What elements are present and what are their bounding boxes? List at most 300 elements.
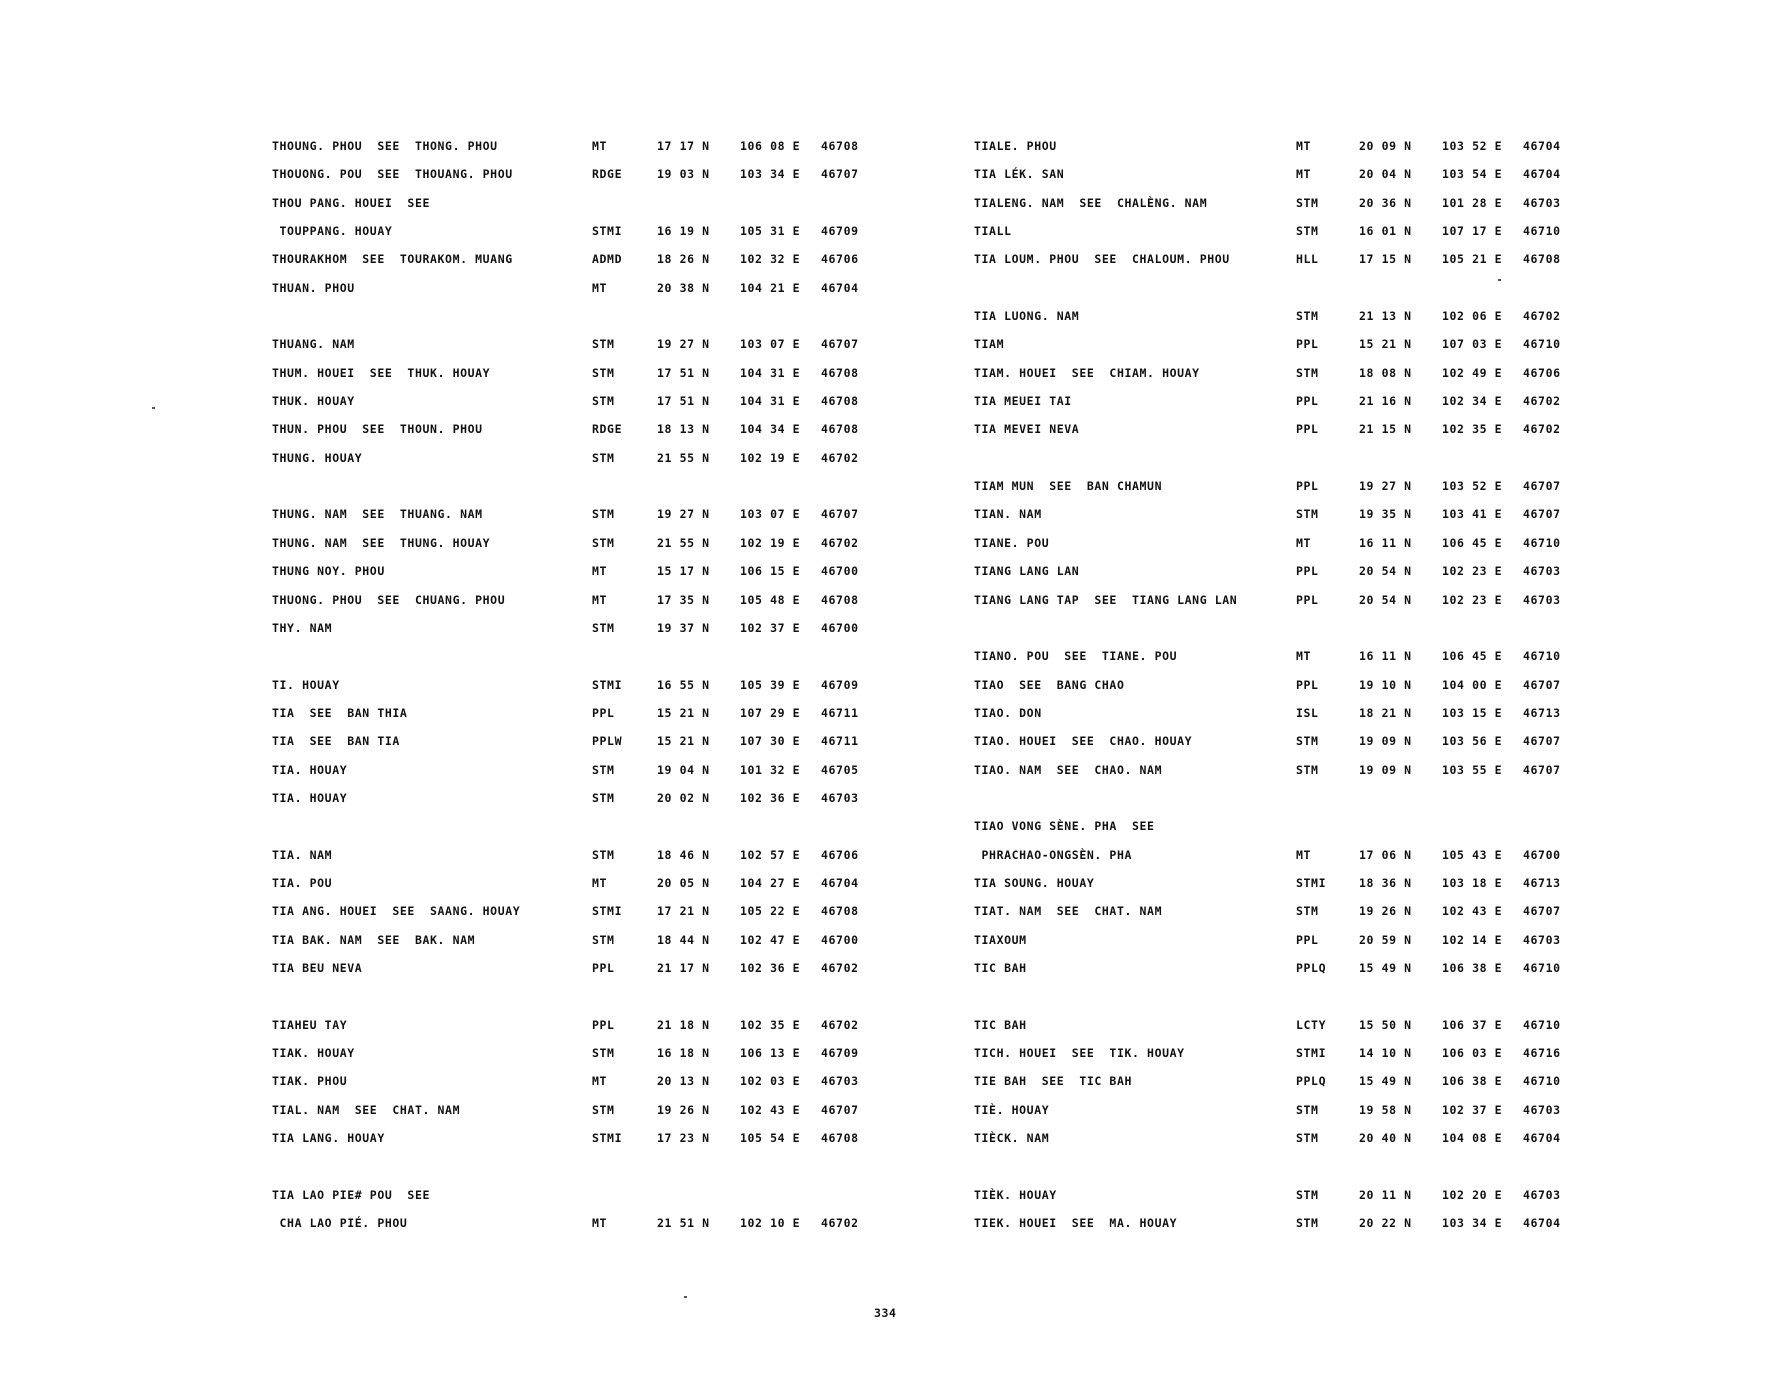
feature-code: PPL xyxy=(1296,394,1319,409)
latitude: 19 26 N xyxy=(657,1102,710,1117)
map-sheet: 46710 xyxy=(1523,1074,1561,1089)
feature-code: MT xyxy=(592,1074,608,1089)
latitude: 17 35 N xyxy=(657,592,710,607)
feature-code: STMI xyxy=(1296,875,1327,890)
map-sheet: 46700 xyxy=(821,564,859,579)
page-number: 334 xyxy=(874,1306,897,1320)
latitude: 15 49 N xyxy=(1359,960,1412,975)
map-sheet: 46710 xyxy=(1523,1017,1561,1032)
latitude: 16 11 N xyxy=(1359,649,1412,664)
feature-code: STM xyxy=(592,1102,615,1117)
feature-code: STM xyxy=(1296,309,1319,324)
place-name: TIA BEU NEVA xyxy=(272,960,363,975)
place-name: THOUNG. PHOU SEE THONG. PHOU xyxy=(272,139,498,153)
place-name: TIA. NAM xyxy=(272,847,333,862)
place-name: TIAO. HOUEI SEE CHAO. HOUAY xyxy=(974,734,1193,749)
longitude: 107 17 E xyxy=(1442,224,1503,239)
feature-code: STM xyxy=(592,450,615,465)
latitude: 21 16 N xyxy=(1359,394,1412,409)
longitude: 102 23 E xyxy=(1442,564,1503,579)
longitude: 105 39 E xyxy=(740,677,801,692)
longitude: 102 03 E xyxy=(740,1074,801,1089)
feature-code: STM xyxy=(592,507,615,522)
place-name: THY. NAM xyxy=(272,620,333,635)
place-name: TIA MEUEI TAI xyxy=(974,394,1072,409)
longitude: 104 31 E xyxy=(740,365,801,380)
latitude: 19 27 N xyxy=(657,507,710,522)
map-sheet: 46704 xyxy=(1523,167,1561,182)
map-sheet: 46707 xyxy=(821,1102,859,1117)
longitude: 104 08 E xyxy=(1442,1131,1503,1146)
longitude: 103 56 E xyxy=(1442,734,1503,749)
place-name: THUNG. HOUAY xyxy=(272,450,363,465)
latitude: 15 21 N xyxy=(657,734,710,749)
place-name: TIA LÉK. SAN xyxy=(974,167,1065,182)
map-sheet: 46703 xyxy=(1523,592,1561,607)
place-name: TIANE. POU xyxy=(974,535,1050,550)
feature-code: STM xyxy=(592,932,615,947)
longitude: 102 57 E xyxy=(740,847,801,862)
feature-code: PPL xyxy=(1296,479,1319,494)
latitude: 20 54 N xyxy=(1359,564,1412,579)
longitude: 102 47 E xyxy=(740,932,801,947)
longitude: 102 34 E xyxy=(1442,394,1503,409)
longitude: 106 37 E xyxy=(1442,1017,1503,1032)
place-name: TIANO. POU SEE TIANE. POU xyxy=(974,649,1178,664)
latitude: 19 27 N xyxy=(1359,479,1412,494)
feature-code: MT xyxy=(592,1216,608,1231)
feature-code: STMI xyxy=(1296,1046,1327,1060)
scan-speck xyxy=(1498,279,1501,281)
longitude: 105 54 E xyxy=(740,1131,801,1146)
latitude: 18 36 N xyxy=(1359,875,1412,890)
longitude: 103 52 E xyxy=(1442,479,1503,494)
feature-code: MT xyxy=(592,564,608,579)
latitude: 17 17 N xyxy=(657,139,710,153)
place-name: TIAL. NAM SEE CHAT. NAM xyxy=(272,1102,461,1117)
place-name: TIA SEE BAN TIA xyxy=(272,734,400,749)
feature-code: PPL xyxy=(1296,677,1319,692)
longitude: 102 37 E xyxy=(740,620,801,635)
map-sheet: 46709 xyxy=(821,224,859,239)
place-name: TIA ANG. HOUEI SEE SAANG. HOUAY xyxy=(272,904,521,919)
place-name: TIANG LANG TAP SEE TIANG LANG LAN xyxy=(974,592,1238,607)
map-sheet: 46706 xyxy=(821,252,859,267)
latitude: 18 21 N xyxy=(1359,705,1412,720)
latitude: 16 11 N xyxy=(1359,535,1412,550)
place-name: TIAK. HOUAY xyxy=(272,1046,355,1060)
map-sheet: 46708 xyxy=(821,365,859,380)
latitude: 19 03 N xyxy=(657,167,710,182)
feature-code: STM xyxy=(1296,762,1319,777)
map-sheet: 46707 xyxy=(1523,762,1561,777)
map-sheet: 46704 xyxy=(821,875,859,890)
latitude: 15 21 N xyxy=(1359,337,1412,352)
map-sheet: 46710 xyxy=(1523,224,1561,239)
place-name: THOUONG. POU SEE THOUANG. PHOU xyxy=(272,167,513,182)
feature-code: STM xyxy=(592,847,615,862)
longitude: 102 36 E xyxy=(740,960,801,975)
place-name: PHRACHAO-ONGSÈN. PHA xyxy=(974,847,1132,862)
place-name: TIAM MUN SEE BAN CHAMUN xyxy=(974,479,1163,494)
feature-code: PPL xyxy=(1296,337,1319,352)
map-sheet: 46703 xyxy=(821,790,859,805)
latitude: 17 23 N xyxy=(657,1131,710,1146)
longitude: 102 37 E xyxy=(1442,1102,1503,1117)
map-sheet: 46706 xyxy=(821,847,859,862)
place-name: TIAT. NAM SEE CHAT. NAM xyxy=(974,904,1163,919)
place-name: TIAK. PHOU xyxy=(272,1074,348,1089)
place-name: THUANG. NAM xyxy=(272,337,355,352)
longitude: 103 15 E xyxy=(1442,705,1503,720)
place-name: TIALE. PHOU xyxy=(974,139,1057,153)
latitude: 20 09 N xyxy=(1359,139,1412,153)
longitude: 106 45 E xyxy=(1442,535,1503,550)
latitude: 20 59 N xyxy=(1359,932,1412,947)
map-sheet: 46708 xyxy=(821,1131,859,1146)
map-sheet: 46702 xyxy=(1523,309,1561,324)
place-name: THUN. PHOU SEE THOUN. PHOU xyxy=(272,422,483,437)
longitude: 101 32 E xyxy=(740,762,801,777)
place-name: THUNG. NAM SEE THUANG. NAM xyxy=(272,507,483,522)
latitude: 18 46 N xyxy=(657,847,710,862)
place-name: TIAO. DON xyxy=(974,705,1042,720)
feature-code: STM xyxy=(592,337,615,352)
longitude: 105 31 E xyxy=(740,224,801,239)
map-sheet: 46709 xyxy=(821,1046,859,1060)
latitude: 18 13 N xyxy=(657,422,710,437)
map-sheet: 46713 xyxy=(1523,875,1561,890)
map-sheet: 46711 xyxy=(821,705,859,720)
latitude: 17 51 N xyxy=(657,394,710,409)
place-name: TIA. HOUAY xyxy=(272,790,348,805)
place-name: TIA BAK. NAM SEE BAK. NAM xyxy=(272,932,476,947)
latitude: 19 09 N xyxy=(1359,734,1412,749)
longitude: 106 38 E xyxy=(1442,1074,1503,1089)
feature-code: STM xyxy=(1296,507,1319,522)
feature-code: MT xyxy=(1296,535,1312,550)
feature-code: STM xyxy=(1296,224,1319,239)
place-name: TIC BAH xyxy=(974,1017,1027,1032)
feature-code: ISL xyxy=(1296,705,1319,720)
place-name: THUONG. PHOU SEE CHUANG. PHOU xyxy=(272,592,506,607)
place-name: TIALL xyxy=(974,224,1012,239)
map-sheet: 46707 xyxy=(1523,904,1561,919)
map-sheet: 46703 xyxy=(821,1074,859,1089)
map-sheet: 46707 xyxy=(1523,479,1561,494)
map-sheet: 46700 xyxy=(821,932,859,947)
feature-code: MT xyxy=(592,280,608,295)
place-name: TIE BAH SEE TIC BAH xyxy=(974,1074,1132,1089)
place-name: THUM. HOUEI SEE THUK. HOUAY xyxy=(272,365,491,380)
longitude: 102 23 E xyxy=(1442,592,1503,607)
latitude: 20 05 N xyxy=(657,875,710,890)
map-sheet: 46704 xyxy=(821,280,859,295)
map-sheet: 46708 xyxy=(821,592,859,607)
feature-code: STM xyxy=(1296,195,1319,210)
latitude: 18 08 N xyxy=(1359,365,1412,380)
map-sheet: 46707 xyxy=(1523,507,1561,522)
feature-code: STM xyxy=(592,535,615,550)
map-sheet: 46711 xyxy=(821,734,859,749)
map-sheet: 46710 xyxy=(1523,337,1561,352)
longitude: 104 27 E xyxy=(740,875,801,890)
latitude: 16 18 N xyxy=(657,1046,710,1060)
latitude: 19 10 N xyxy=(1359,677,1412,692)
latitude: 18 26 N xyxy=(657,252,710,267)
longitude: 102 20 E xyxy=(1442,1187,1503,1202)
longitude: 103 41 E xyxy=(1442,507,1503,522)
place-name: TI. HOUAY xyxy=(272,677,340,692)
place-name: TIEK. HOUEI SEE MA. HOUAY xyxy=(974,1216,1178,1231)
map-sheet: 46703 xyxy=(1523,195,1561,210)
longitude: 102 43 E xyxy=(740,1102,801,1117)
longitude: 104 00 E xyxy=(1442,677,1503,692)
longitude: 107 29 E xyxy=(740,705,801,720)
feature-code: STMI xyxy=(592,224,623,239)
longitude: 106 13 E xyxy=(740,1046,801,1060)
feature-code: STM xyxy=(1296,1216,1319,1231)
map-sheet: 46710 xyxy=(1523,649,1561,664)
longitude: 105 48 E xyxy=(740,592,801,607)
map-sheet: 46708 xyxy=(821,394,859,409)
map-sheet: 46707 xyxy=(821,507,859,522)
feature-code: MT xyxy=(592,139,608,153)
place-name: THOURAKHOM SEE TOURAKOM. MUANG xyxy=(272,252,513,267)
latitude: 21 51 N xyxy=(657,1216,710,1231)
place-name: TIA LAO PIE# POU SEE xyxy=(272,1187,430,1202)
latitude: 21 55 N xyxy=(657,450,710,465)
map-sheet: 46713 xyxy=(1523,705,1561,720)
map-sheet: 46704 xyxy=(1523,139,1561,153)
latitude: 20 02 N xyxy=(657,790,710,805)
latitude: 20 38 N xyxy=(657,280,710,295)
place-name: TIAO SEE BANG CHAO xyxy=(974,677,1125,692)
longitude: 104 31 E xyxy=(740,394,801,409)
feature-code: PPL xyxy=(1296,422,1319,437)
scan-speck xyxy=(684,1296,687,1298)
place-name: TIAO. NAM SEE CHAO. NAM xyxy=(974,762,1163,777)
longitude: 102 49 E xyxy=(1442,365,1503,380)
feature-code: PPL xyxy=(592,705,615,720)
place-name: TIA LOUM. PHOU SEE CHALOUM. PHOU xyxy=(974,252,1230,267)
feature-code: STM xyxy=(592,762,615,777)
place-name: TIA SEE BAN THIA xyxy=(272,705,408,720)
longitude: 103 55 E xyxy=(1442,762,1503,777)
map-sheet: 46707 xyxy=(821,337,859,352)
feature-code: MT xyxy=(592,592,608,607)
place-name: TIÈ. HOUAY xyxy=(974,1102,1050,1117)
feature-code: PPLQ xyxy=(1296,1074,1327,1089)
place-name: TIA. HOUAY xyxy=(272,762,348,777)
longitude: 103 34 E xyxy=(1442,1216,1503,1231)
feature-code: PPL xyxy=(592,960,615,975)
latitude: 15 50 N xyxy=(1359,1017,1412,1032)
latitude: 14 10 N xyxy=(1359,1046,1412,1060)
place-name: CHA LAO PIÉ. PHOU xyxy=(272,1216,408,1231)
feature-code: PPL xyxy=(592,1017,615,1032)
latitude: 15 21 N xyxy=(657,705,710,720)
map-sheet: 46700 xyxy=(1523,847,1561,862)
latitude: 20 36 N xyxy=(1359,195,1412,210)
feature-code: PPLW xyxy=(592,734,623,749)
feature-code: STM xyxy=(1296,734,1319,749)
map-sheet: 46704 xyxy=(1523,1216,1561,1231)
place-name: TOUPPANG. HOUAY xyxy=(272,224,393,239)
latitude: 18 44 N xyxy=(657,932,710,947)
longitude: 101 28 E xyxy=(1442,195,1503,210)
map-sheet: 46705 xyxy=(821,762,859,777)
latitude: 20 04 N xyxy=(1359,167,1412,182)
map-sheet: 46708 xyxy=(821,139,859,153)
longitude: 106 15 E xyxy=(740,564,801,579)
feature-code: STM xyxy=(1296,904,1319,919)
feature-code: STM xyxy=(592,394,615,409)
map-sheet: 46708 xyxy=(821,422,859,437)
longitude: 107 30 E xyxy=(740,734,801,749)
place-name: TICH. HOUEI SEE TIK. HOUAY xyxy=(974,1046,1185,1060)
longitude: 103 07 E xyxy=(740,507,801,522)
map-sheet: 46708 xyxy=(1523,252,1561,267)
latitude: 19 58 N xyxy=(1359,1102,1412,1117)
longitude: 102 10 E xyxy=(740,1216,801,1231)
latitude: 20 11 N xyxy=(1359,1187,1412,1202)
place-name: TIAO VONG SÈNE. PHA SEE xyxy=(974,819,1155,834)
place-name: THUNG. NAM SEE THUNG. HOUAY xyxy=(272,535,491,550)
longitude: 103 52 E xyxy=(1442,139,1503,153)
longitude: 103 34 E xyxy=(740,167,801,182)
latitude: 17 51 N xyxy=(657,365,710,380)
map-sheet: 46707 xyxy=(1523,677,1561,692)
feature-code: STM xyxy=(1296,365,1319,380)
longitude: 102 06 E xyxy=(1442,309,1503,324)
map-sheet: 46702 xyxy=(821,450,859,465)
map-sheet: 46703 xyxy=(1523,564,1561,579)
latitude: 21 55 N xyxy=(657,535,710,550)
latitude: 19 09 N xyxy=(1359,762,1412,777)
longitude: 102 19 E xyxy=(740,450,801,465)
feature-code: PPL xyxy=(1296,564,1319,579)
feature-code: RDGE xyxy=(592,167,623,182)
latitude: 20 54 N xyxy=(1359,592,1412,607)
latitude: 19 37 N xyxy=(657,620,710,635)
longitude: 106 08 E xyxy=(740,139,801,153)
latitude: 17 06 N xyxy=(1359,847,1412,862)
longitude: 102 43 E xyxy=(1442,904,1503,919)
map-sheet: 46702 xyxy=(1523,422,1561,437)
place-name: TIA LANG. HOUAY xyxy=(272,1131,385,1146)
longitude: 102 35 E xyxy=(740,1017,801,1032)
place-name: TIA SOUNG. HOUAY xyxy=(974,875,1095,890)
latitude: 16 55 N xyxy=(657,677,710,692)
place-name: TIAXOUM xyxy=(974,932,1027,947)
longitude: 103 18 E xyxy=(1442,875,1503,890)
feature-code: RDGE xyxy=(592,422,623,437)
place-name: TIC BAH xyxy=(974,960,1027,975)
longitude: 103 07 E xyxy=(740,337,801,352)
latitude: 16 19 N xyxy=(657,224,710,239)
map-sheet: 46706 xyxy=(1523,365,1561,380)
latitude: 21 17 N xyxy=(657,960,710,975)
map-sheet: 46703 xyxy=(1523,932,1561,947)
latitude: 19 26 N xyxy=(1359,904,1412,919)
longitude: 105 43 E xyxy=(1442,847,1503,862)
feature-code: PPLQ xyxy=(1296,960,1327,975)
latitude: 15 49 N xyxy=(1359,1074,1412,1089)
feature-code: PPL xyxy=(1296,932,1319,947)
map-sheet: 46710 xyxy=(1523,960,1561,975)
latitude: 20 40 N xyxy=(1359,1131,1412,1146)
longitude: 102 36 E xyxy=(740,790,801,805)
latitude: 17 15 N xyxy=(1359,252,1412,267)
place-name: TIALENG. NAM SEE CHALÈNG. NAM xyxy=(974,195,1208,210)
map-sheet: 46708 xyxy=(821,904,859,919)
latitude: 21 18 N xyxy=(657,1017,710,1032)
map-sheet: 46702 xyxy=(1523,394,1561,409)
place-name: TIÈK. HOUAY xyxy=(974,1187,1057,1202)
longitude: 102 35 E xyxy=(1442,422,1503,437)
latitude: 20 22 N xyxy=(1359,1216,1412,1231)
latitude: 17 21 N xyxy=(657,904,710,919)
map-sheet: 46709 xyxy=(821,677,859,692)
map-sheet: 46702 xyxy=(821,1216,859,1231)
latitude: 19 35 N xyxy=(1359,507,1412,522)
place-name: TIAHEU TAY xyxy=(272,1017,348,1032)
place-name: THOU PANG. HOUEI SEE xyxy=(272,195,430,210)
feature-code: STM xyxy=(592,790,615,805)
longitude: 106 38 E xyxy=(1442,960,1503,975)
place-name: TIA LUONG. NAM xyxy=(974,309,1080,324)
feature-code: MT xyxy=(1296,649,1312,664)
longitude: 102 14 E xyxy=(1442,932,1503,947)
feature-code: STM xyxy=(1296,1102,1319,1117)
feature-code: STM xyxy=(592,620,615,635)
feature-code: MT xyxy=(1296,847,1312,862)
place-name: THUNG NOY. PHOU xyxy=(272,564,385,579)
longitude: 103 54 E xyxy=(1442,167,1503,182)
feature-code: MT xyxy=(1296,139,1312,153)
longitude: 107 03 E xyxy=(1442,337,1503,352)
latitude: 19 27 N xyxy=(657,337,710,352)
map-sheet: 46707 xyxy=(821,167,859,182)
latitude: 20 13 N xyxy=(657,1074,710,1089)
feature-code: STM xyxy=(592,1046,615,1060)
feature-code: ADMD xyxy=(592,252,623,267)
latitude: 19 04 N xyxy=(657,762,710,777)
scan-speck xyxy=(152,407,155,409)
map-sheet: 46702 xyxy=(821,960,859,975)
place-name: TIAM. HOUEI SEE CHIAM. HOUAY xyxy=(974,365,1200,380)
place-name: TIAM xyxy=(974,337,1005,352)
latitude: 16 01 N xyxy=(1359,224,1412,239)
feature-code: STM xyxy=(1296,1187,1319,1202)
longitude: 106 45 E xyxy=(1442,649,1503,664)
latitude: 21 15 N xyxy=(1359,422,1412,437)
map-sheet: 46704 xyxy=(1523,1131,1561,1146)
place-name: THUK. HOUAY xyxy=(272,394,355,409)
feature-code: PPL xyxy=(1296,592,1319,607)
feature-code: STMI xyxy=(592,1131,623,1146)
map-sheet: 46702 xyxy=(821,535,859,550)
longitude: 106 03 E xyxy=(1442,1046,1503,1060)
map-sheet: 46703 xyxy=(1523,1187,1561,1202)
map-sheet: 46707 xyxy=(1523,734,1561,749)
place-name: TIANG LANG LAN xyxy=(974,564,1080,579)
map-sheet: 46703 xyxy=(1523,1102,1561,1117)
longitude: 102 32 E xyxy=(740,252,801,267)
feature-code: STM xyxy=(592,365,615,380)
feature-code: MT xyxy=(592,875,608,890)
